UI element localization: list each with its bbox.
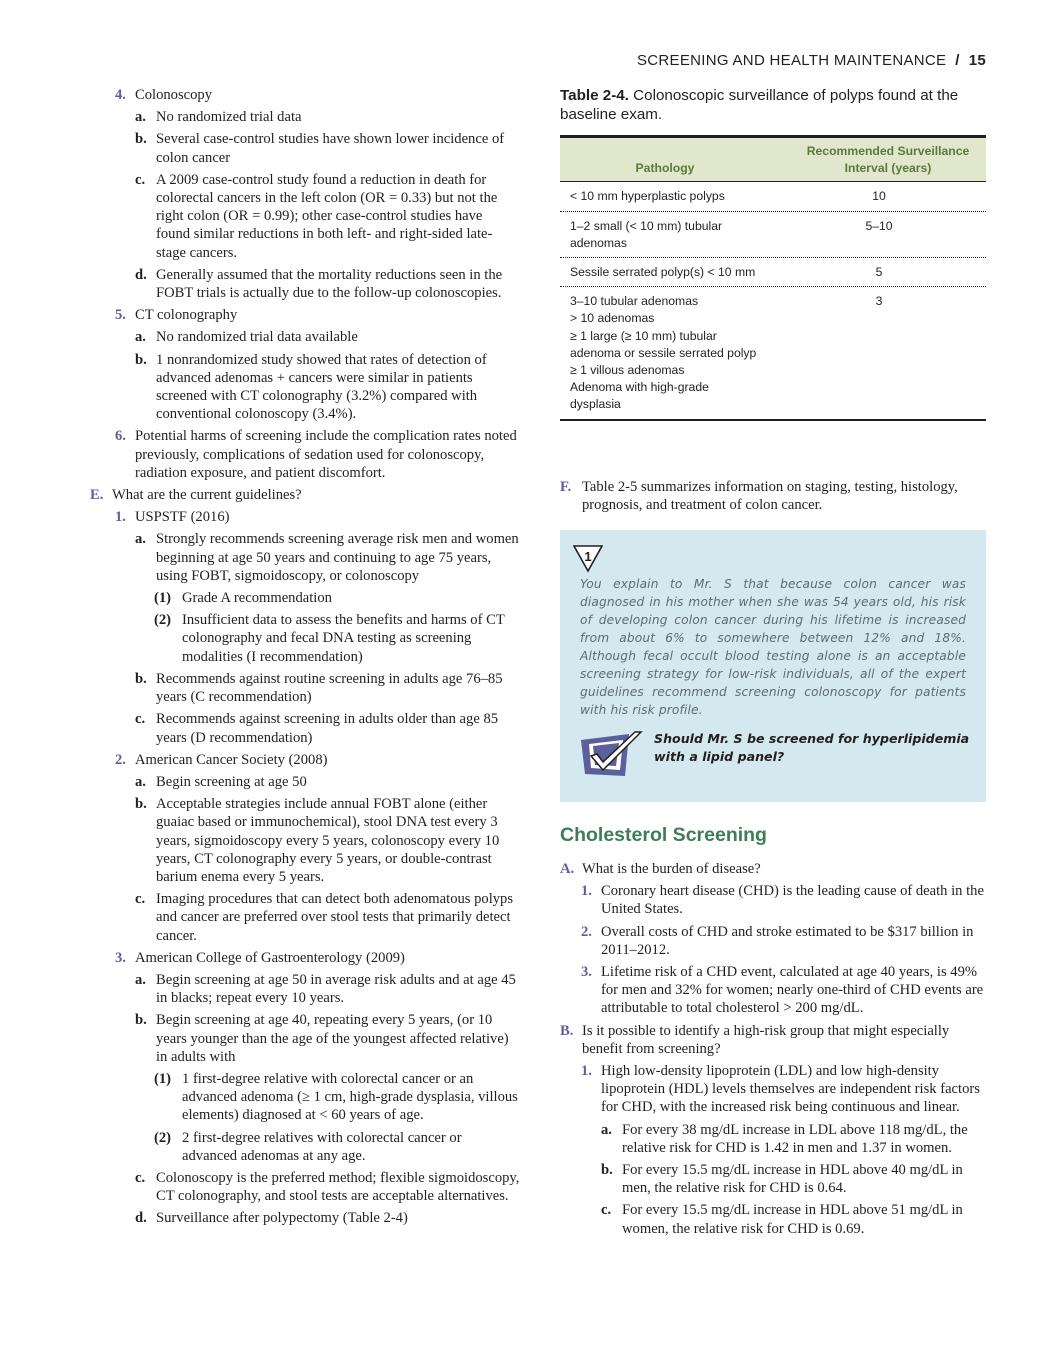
running-head-section: SCREENING AND HEALTH MAINTENANCE	[636, 52, 947, 69]
list-text: Potential harms of screening include the complication rates noted previously, complications of sedation used for colonoscopy, radiation exposure, and patient discomfort.	[135, 428, 517, 481]
list-label: c.	[135, 171, 146, 188]
list-text: USPSTF (2016)	[135, 509, 230, 526]
list-text: 1 nonrandomized study showed that rates of detection of advanced adenomas + cancers were similar in patients screened with CT colonography (3.2%) compared with conventional colonoscopy (3.4%).	[156, 351, 487, 423]
pathology-line: dysplasia	[570, 397, 621, 412]
list-item	[90, 949, 520, 967]
table-caption-label: Table 2-4.	[560, 87, 629, 104]
table-body	[560, 182, 986, 418]
list-text: Lifetime risk of a CHD event, calculated at age 40 years, is 49% for men and 32% for women; nearly one-third of CHD events are attributable to total cholesterol > 200 mg/dL.	[601, 964, 984, 1017]
list-label: A.	[560, 861, 575, 877]
case-text: You explain to Mr. S that because colon cancer was diagnosed in his mother when she was 54 years old, his risk of developing colon cancer during his lifetime is increased from about 6% to somewhere between 12% and 18%. Although fecal occult blood testing alone is an acceptable screening strategy for low-risk individuals, all of the expert guidelines recommend screening colonoscopy for patients with his risk profile.	[580, 577, 966, 717]
list-label: 1.	[581, 883, 592, 900]
list-label: F.	[560, 479, 572, 495]
list-text: Is it possible to identify a high-risk group that might especially benefit from screening?	[582, 1022, 950, 1057]
list-item	[560, 478, 986, 514]
table-row	[560, 212, 986, 258]
list-item	[90, 351, 520, 424]
table-caption-text: Colonoscopic surveillance of polyps found at the baseline exam.	[560, 87, 959, 123]
list-text: CT colonography	[135, 307, 238, 324]
list-text: 2 first-degree relatives with colorectal cancer or advanced adenomas at any age.	[182, 1129, 462, 1164]
list-text: Recommends against screening in adults older than age 85 years (D recommendation)	[156, 711, 499, 746]
surveillance-table	[560, 135, 986, 421]
list-label: (1)	[154, 1070, 172, 1087]
list-label: a.	[135, 329, 146, 346]
case-question: Should Mr. S be screened for hyperlipidemia with a lipid panel?	[654, 731, 970, 764]
list-text: 1 first-degree relative with colorectal cancer or an advanced adenoma (≥ 1 cm, high-grade dysplasia, villous elements) diagnosed at < 60 years of age.	[182, 1070, 518, 1124]
table-header-row	[560, 138, 986, 182]
section-title-cholesterol: Cholesterol Screening	[560, 824, 767, 846]
list-text: Overall costs of CHD and stroke estimated to be $317 billion in 2011–2012.	[601, 923, 974, 958]
cholesterol-column	[560, 860, 988, 1242]
list-label: 3.	[581, 964, 592, 981]
list-text: A 2009 case-control study found a reduction in death for colorectal cancers in the left colon (OR = 0.33) but not the right colon (OR = 0.99); other case-control studies have found similar reductions in both left- and right-sided late-stage cancers.	[156, 171, 498, 261]
list-label: a.	[135, 109, 146, 126]
left-column	[90, 86, 520, 1232]
list-text: Colonoscopy is the preferred method; flexible sigmoidoscopy, CT colonography, and stool tests are acceptable alternatives.	[156, 1169, 520, 1205]
list-label: d.	[135, 266, 147, 283]
list-text: Acceptable strategies include annual FOBT alone (either guaiac based or immunochemical), stool DNA test every 3 years, sigmoidoscopy every 5 years, colonoscopy every 10 years, CT colonography every 5 years, or double-contrast barium enema every 5 years.	[156, 796, 500, 885]
list-text: Several case-control studies have shown lower incidence of colon cancer	[156, 131, 505, 166]
list-label: b.	[135, 670, 147, 687]
list-item	[90, 130, 520, 166]
list-label: 1.	[581, 1063, 592, 1080]
list-label: d.	[135, 1210, 147, 1227]
case-box	[560, 530, 986, 802]
list-label: c.	[135, 711, 146, 728]
list-label: 2.	[115, 751, 126, 768]
list-text: Table 2-5 summarizes information on staging, testing, histology, prognosis, and treatment of colon cancer.	[582, 479, 958, 514]
list-label: b.	[601, 1162, 613, 1179]
list-label: 4.	[115, 87, 126, 103]
table-cell-interval: 5–10	[865, 218, 893, 233]
list-item	[90, 427, 520, 482]
list-text: Begin screening at age 50 in average risk adults and at age 45 in blacks; repeat every 10 years.	[156, 971, 516, 1007]
pathology-line: < 10 mm hyperplastic polyps	[570, 189, 725, 204]
case-number-triangle-icon	[573, 545, 603, 573]
list-text: For every 15.5 mg/dL increase in HDL above 40 mg/dL in men, the relative risk for CHD is 0.64.	[622, 1162, 963, 1197]
list-label: (2)	[154, 612, 172, 629]
case-number: 1	[584, 549, 592, 564]
list-item	[90, 171, 520, 262]
list-label: a.	[135, 531, 146, 548]
list-item	[560, 923, 988, 959]
list-label: (1)	[154, 590, 172, 607]
table-cell-interval: 5	[875, 265, 883, 280]
list-item	[560, 1121, 988, 1157]
table-cell-pathology	[560, 264, 790, 281]
list-text: Recommends against routine screening in adults age 76–85 years (C recommendation)	[156, 670, 503, 706]
table-cell-interval: 3	[875, 294, 883, 309]
list-label: b.	[135, 351, 147, 368]
list-text: Surveillance after polypectomy (Table 2-4)	[156, 1210, 408, 1227]
table-cell-pathology	[560, 218, 790, 252]
list-item	[90, 611, 520, 666]
list-text: No randomized trial data	[156, 109, 302, 126]
table-header-interval-line1: Recommended Surveillance	[806, 144, 970, 158]
list-text: Grade A recommendation	[182, 590, 332, 607]
list-text: What are the current guidelines?	[112, 487, 302, 504]
list-text: Coronary heart disease (CHD) is the leading cause of death in the United States.	[601, 883, 984, 918]
table-caption	[560, 86, 986, 124]
list-item	[560, 860, 988, 878]
pathology-line: > 10 adenomas	[570, 311, 655, 326]
list-item	[560, 882, 988, 918]
list-item	[90, 1209, 520, 1227]
list-item	[90, 670, 520, 706]
list-item	[560, 1201, 988, 1237]
pathology-line: ≥ 1 large (≥ 10 mm) tubular	[570, 328, 717, 343]
table-row	[560, 287, 986, 418]
table-cell-pathology	[560, 293, 790, 413]
list-item	[90, 1169, 520, 1205]
list-item	[90, 306, 520, 324]
page-number: 15	[968, 52, 986, 69]
list-item	[90, 890, 520, 945]
list-text: What is the burden of disease?	[582, 861, 761, 877]
list-text: American College of Gastroenterology (2009)	[135, 949, 405, 966]
pathology-line: adenoma or sessile serrated polyp	[570, 345, 757, 360]
list-item	[90, 108, 520, 126]
list-text: Colonoscopy	[135, 87, 213, 103]
list-text: Strongly recommends screening average risk men and women beginning at age 50 years and continuing to age 75 years, using FOBT, sigmoidoscopy, or colonoscopy	[156, 531, 519, 584]
list-text: Begin screening at age 40, repeating every 5 years, (or 10 years younger than the age of the youngest affected relative) in adults with	[156, 1012, 509, 1065]
list-label: c.	[601, 1202, 612, 1219]
pathology-line: 3–10 tubular adenomas	[570, 294, 699, 309]
list-label: c.	[135, 891, 146, 908]
pathology-line: 1–2 small (< 10 mm) tubular	[570, 218, 723, 233]
table-cell-pathology	[560, 188, 790, 205]
list-item	[560, 1022, 988, 1058]
list-item	[90, 710, 520, 746]
list-label: E.	[90, 487, 104, 504]
list-item	[90, 508, 520, 526]
list-text: Begin screening at age 50	[156, 773, 307, 790]
list-label: 3.	[115, 949, 126, 966]
pathology-line: adenomas	[570, 235, 627, 250]
table-row	[560, 258, 986, 287]
table-header-interval	[790, 143, 986, 177]
list-item	[90, 1011, 520, 1066]
list-item	[90, 486, 520, 504]
list-label: 6.	[115, 428, 126, 445]
list-label: b.	[135, 1012, 147, 1029]
running-head-separator: /	[955, 52, 960, 69]
list-label: a.	[135, 773, 146, 790]
list-item	[90, 589, 520, 607]
list-label: 5.	[115, 307, 126, 324]
table-cell-interval: 10	[872, 189, 886, 204]
list-label: B.	[560, 1022, 574, 1039]
list-label: (2)	[154, 1129, 172, 1146]
list-label: a.	[601, 1121, 612, 1138]
list-item	[90, 266, 520, 302]
table-row	[560, 182, 986, 211]
running-head	[637, 52, 986, 69]
list-item	[90, 971, 520, 1007]
list-item	[90, 773, 520, 791]
list-text: For every 38 mg/dL increase in LDL above 118 mg/dL, the relative risk for CHD is 1.42 in men and 1.37 in women.	[622, 1121, 968, 1156]
list-item	[560, 1161, 988, 1197]
list-item	[560, 1062, 988, 1117]
list-label: b.	[135, 796, 147, 813]
list-item	[90, 530, 520, 585]
list-text: American Cancer Society (2008)	[135, 751, 328, 768]
paragraph-f	[560, 478, 986, 518]
list-label: a.	[135, 971, 146, 988]
list-text: Imaging procedures that can detect both adenomatous polyps and cancer are preferred over stool tests that primarily detect cancer.	[156, 891, 514, 944]
checkmark-icon	[579, 730, 643, 780]
list-item	[90, 751, 520, 769]
list-item	[90, 1129, 520, 1165]
list-text: High low-density lipoprotein (LDL) and low high-density lipoprotein (HDL) levels themselves are independent risk factors for CHD, with the increased risk being continuous and linear.	[601, 1063, 980, 1116]
list-text: Insufficient data to assess the benefits and harms of CT colonography and fecal DNA testing as screening modalities (I recommendation)	[182, 612, 505, 665]
pathology-line: ≥ 1 villous adenomas	[570, 363, 685, 378]
pathology-line: Sessile serrated polyp(s) < 10 mm	[570, 265, 756, 280]
list-item	[90, 795, 520, 886]
list-item	[90, 86, 520, 104]
list-text: No randomized trial data available	[156, 329, 358, 346]
right-column	[560, 86, 986, 421]
list-item	[90, 328, 520, 346]
list-text: Generally assumed that the mortality reductions seen in the FOBT trials is actually due to the follow-up colonoscopies.	[156, 266, 503, 302]
list-item	[90, 1070, 520, 1125]
list-text: For every 15.5 mg/dL increase in HDL above 51 mg/dL in women, the relative risk for CHD is 0.69.	[622, 1202, 963, 1237]
pathology-line: Adenoma with high-grade	[570, 380, 709, 395]
list-label: c.	[135, 1169, 146, 1186]
list-label: 1.	[115, 509, 126, 526]
list-label: b.	[135, 131, 147, 148]
table-header-pathology: Pathology	[635, 161, 695, 176]
list-item	[560, 963, 988, 1018]
table-header-interval-line2: Interval (years)	[844, 161, 932, 176]
list-label: 2.	[581, 923, 592, 940]
